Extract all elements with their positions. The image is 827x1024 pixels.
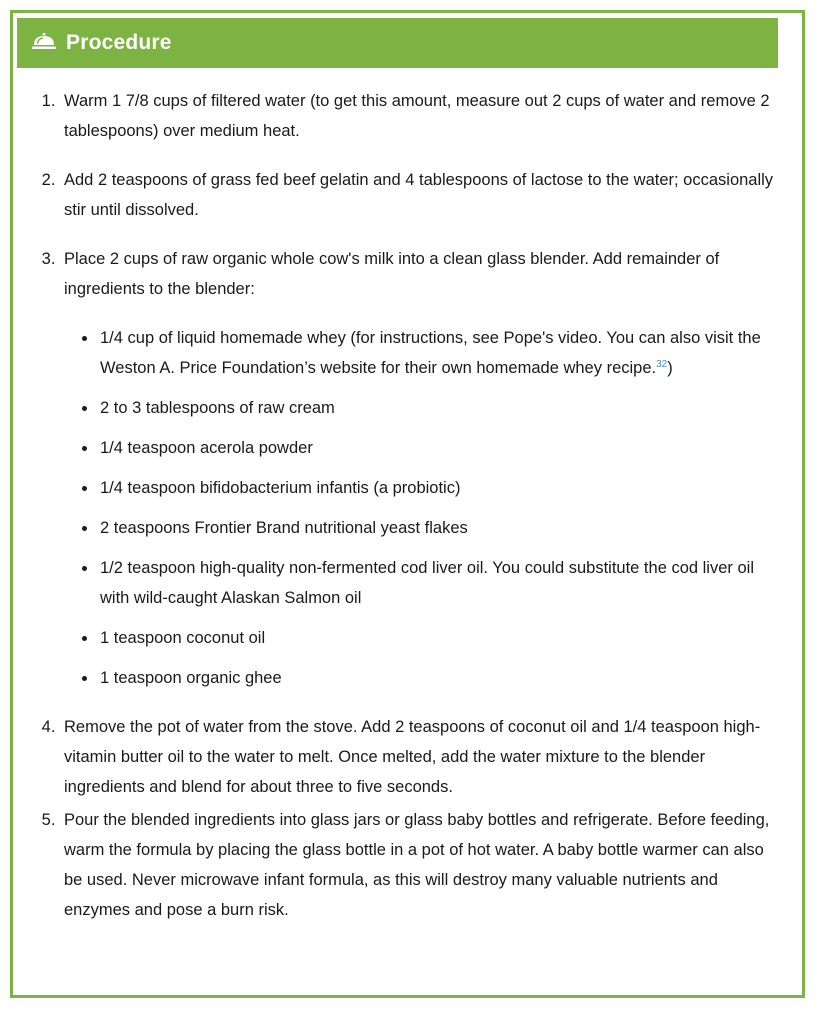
ingredient-text: 1 teaspoon coconut oil — [100, 629, 266, 647]
ingredient-item — [98, 433, 782, 463]
steps-list — [30, 86, 782, 925]
ingredient-text: 2 teaspoons Frontier Brand nutritional yeast flakes — [100, 519, 468, 537]
step-text: Remove the pot of water from the stove. Add 2 teaspoons of coconut oil and 1/4 teaspoon high-vitamin butter oil to the water to melt. Once melted, add the water mixture to the blender ingredients and blend for about three to five seconds. — [64, 718, 761, 796]
step-text: Warm 1 7/8 cups of filtered water (to get this amount, measure out 2 cups of water and remove 2 tablespoons) over medium heat. — [64, 92, 770, 140]
ingredient-text: 1/4 teaspoon acerola powder — [100, 439, 313, 457]
procedure-content — [30, 86, 782, 944]
step-2 — [60, 165, 782, 225]
step-3 — [60, 244, 782, 693]
ingredient-item — [98, 553, 782, 613]
ingredient-text: 2 to 3 tablespoons of raw cream — [100, 399, 335, 417]
ingredient-item — [98, 623, 782, 653]
ingredient-text: 1/2 teaspoon high-quality non-fermented cod liver oil. You could substitute the cod liver oil with wild-caught Alaskan Salmon oil — [100, 559, 754, 607]
ingredients-list — [64, 323, 782, 693]
ingredient-item — [98, 393, 782, 423]
serving-dish-icon — [32, 32, 56, 54]
ingredient-item — [98, 663, 782, 693]
ingredient-item — [98, 513, 782, 543]
ingredient-text: 1 teaspoon organic ghee — [100, 669, 282, 687]
section-title: Procedure — [66, 31, 172, 54]
ingredient-item — [98, 473, 782, 503]
step-text: Add 2 teaspoons of grass fed beef gelatin and 4 tablespoons of lactose to the water; occasionally stir until dissolved. — [64, 171, 774, 219]
step-4 — [60, 712, 782, 802]
ingredient-text-close: ) — [667, 359, 673, 377]
ingredient-item — [98, 323, 782, 383]
section-header — [17, 18, 778, 68]
footnote-link[interactable]: 32 — [656, 359, 668, 370]
step-text: Place 2 cups of raw organic whole cow's milk into a clean glass blender. Add remainder of ingredients to the blender: — [64, 250, 720, 298]
ingredient-text: 1/4 cup of liquid homemade whey (for instructions, see Pope's video. You can also visit the Weston A. Price Foundation’s website for their own homemade whey recipe. — [100, 329, 761, 377]
step-5 — [60, 805, 782, 925]
step-1 — [60, 86, 782, 146]
step-text: Pour the blended ingredients into glass jars or glass baby bottles and refrigerate. Before feeding, warm the formula by placing the glass bottle in a pot of hot water. A baby bottle warmer can also be used. Never microwave infant formula, as this will destroy many valuable nutrients and enzymes and pose a burn risk. — [64, 811, 770, 919]
ingredient-text: 1/4 teaspoon bifidobacterium infantis (a probiotic) — [100, 479, 461, 497]
